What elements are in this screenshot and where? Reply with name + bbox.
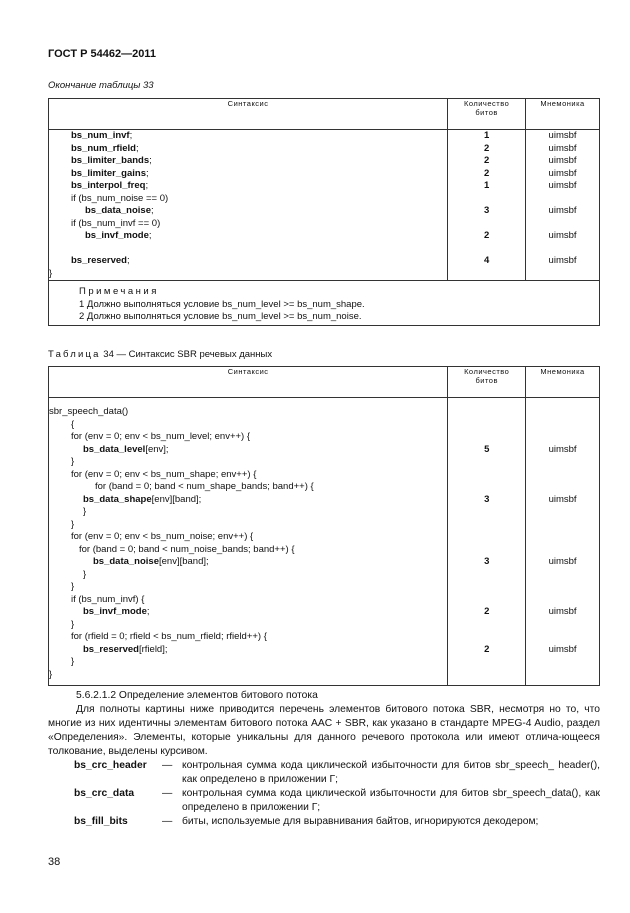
syntax-line: { <box>71 418 75 430</box>
table-34-caption: Таблица 34 — Синтаксис SBR речевых данных <box>48 349 273 360</box>
notes-cell <box>49 281 600 326</box>
syntax-line: } <box>83 506 87 517</box>
syntax-line: if (bs_num_invf == 0) <box>71 217 161 229</box>
syntax-line: for (env = 0; env < bs_num_shape; env++) { <box>71 468 257 480</box>
section-block <box>48 689 600 759</box>
syntax-line: if (bs_num_noise == 0) <box>71 192 169 204</box>
syntax-cell <box>49 398 448 686</box>
syntax-line: bs_invf_mode; <box>83 606 150 617</box>
syntax-line: bs_reserved[rfield]; <box>83 643 168 655</box>
syntax-line: bs_interpol_freq; <box>71 180 149 191</box>
note-item: 2 Должно выполняться условие bs_num_level >= bs_num_noise. <box>79 311 362 322</box>
definition-term: bs_crc_data <box>74 788 135 799</box>
definition-term: bs_crc_header <box>74 760 147 771</box>
column-header-syntax: Синтаксис <box>49 367 448 398</box>
definition-text: контрольная сумма кода циклической избыточности для битов sbr_speech_ header(), как определено в приложении Г; <box>182 760 600 785</box>
definition-term: bs_fill_bits <box>74 816 128 827</box>
syntax-line: } <box>49 267 53 279</box>
syntax-line: bs_limiter_gains; <box>71 167 149 179</box>
syntax-line: } <box>71 518 75 530</box>
syntax-line: bs_invf_mode; <box>85 230 152 241</box>
syntax-line: bs_data_shape[env][band]; <box>83 493 202 505</box>
syntax-line: for (rfield = 0; rfield < bs_num_rfield; rfield++) { <box>71 631 267 642</box>
syntax-line: } <box>83 568 87 580</box>
syntax-line: for (env = 0; env < bs_num_level; env++) { <box>71 431 251 442</box>
column-header-bits: Количество битов <box>448 99 526 130</box>
section-paragraph: Для полноты картины ниже приводится перечень элементов битового потока SBR, несмотря но то, что многие из них идентичны элементам битового потока AAC + SBR, как указано в стандарте MPEG-4 Audio, раздел «Определения». Элементы, которые уникальны для данного речевого протокола или имеют отлича-ющееся толкование, выделены курсивом. <box>48 704 600 757</box>
syntax-cell <box>49 130 448 281</box>
syntax-line: } <box>49 668 53 680</box>
syntax-line: sbr_speech_data() <box>49 406 129 417</box>
syntax-line: bs_num_rfield; <box>71 142 139 154</box>
syntax-line: bs_data_level[env]; <box>83 443 169 455</box>
definition-text: биты, используемые для выравнивания байтов, игнорируются декодером; <box>182 816 539 827</box>
syntax-line: bs_reserved; <box>71 255 130 266</box>
syntax-line: if (bs_num_invf) { <box>71 593 145 605</box>
bits-cell: 1 2 2 2 1 3 2 4 <box>448 130 526 281</box>
section-heading: 5.6.2.1.2 Определение элементов битового потока <box>76 690 318 701</box>
bits-cell: 5 3 3 2 2 <box>448 398 526 686</box>
mnemonic-cell: uimsbf uimsbf uimsbf uimsbf uimsbf <box>526 398 600 686</box>
syntax-line: } <box>71 456 75 467</box>
page-number: 38 <box>48 856 61 868</box>
mnemonic-cell: uimsbf uimsbf uimsbf uimsbf uimsbf uimsbf uimsbf uimsbf <box>526 130 600 281</box>
column-header-bits: Количество битов <box>448 367 526 398</box>
syntax-line <box>49 243 447 256</box>
syntax-line: for (band = 0; band < num_noise_bands; band++) { <box>79 543 295 555</box>
syntax-line: bs_data_noise; <box>85 205 154 216</box>
definition-text: контрольная сумма кода циклической избыточности для битов sbr_speech_data(), как определено в приложении Г; <box>182 788 600 813</box>
table-33 <box>48 98 600 326</box>
definition-item: bs_crc_header — контрольная сумма кода циклической избыточности для битов sbr_speech_ header(), как определено в приложении Г; <box>74 760 600 785</box>
syntax-line: } <box>71 618 75 630</box>
column-header-mnemonic: Мнемоника <box>526 99 600 130</box>
syntax-line: bs_limiter_bands; <box>71 155 152 166</box>
table-34 <box>48 366 600 686</box>
table-33-caption: Окончание таблицы 33 <box>48 80 154 91</box>
definition-item: bs_crc_data — контрольная сумма кода циклической избыточности для битов sbr_speech_data(), как определено в приложении Г; <box>74 788 600 813</box>
syntax-line: for (band = 0; band < num_shape_bands; band++) { <box>95 481 314 492</box>
note-item: 1 Должно выполняться условие bs_num_level >= bs_num_shape. <box>79 298 365 310</box>
definition-item: bs_fill_bits — биты, используемые для выравнивания байтов, игнорируются декодером; <box>74 815 600 829</box>
standard-number: ГОСТ Р 54462—2011 <box>48 48 156 60</box>
syntax-line: } <box>71 581 75 592</box>
column-header-syntax: Синтаксис <box>49 99 448 130</box>
notes-title: Примечания <box>79 286 159 297</box>
syntax-line: for (env = 0; env < bs_num_noise; env++) { <box>71 531 254 542</box>
column-header-mnemonic: Мнемоника <box>526 367 600 398</box>
syntax-line: bs_data_noise[env][band]; <box>93 556 209 567</box>
syntax-line: } <box>71 656 75 667</box>
syntax-line: bs_num_invf; <box>71 130 133 141</box>
